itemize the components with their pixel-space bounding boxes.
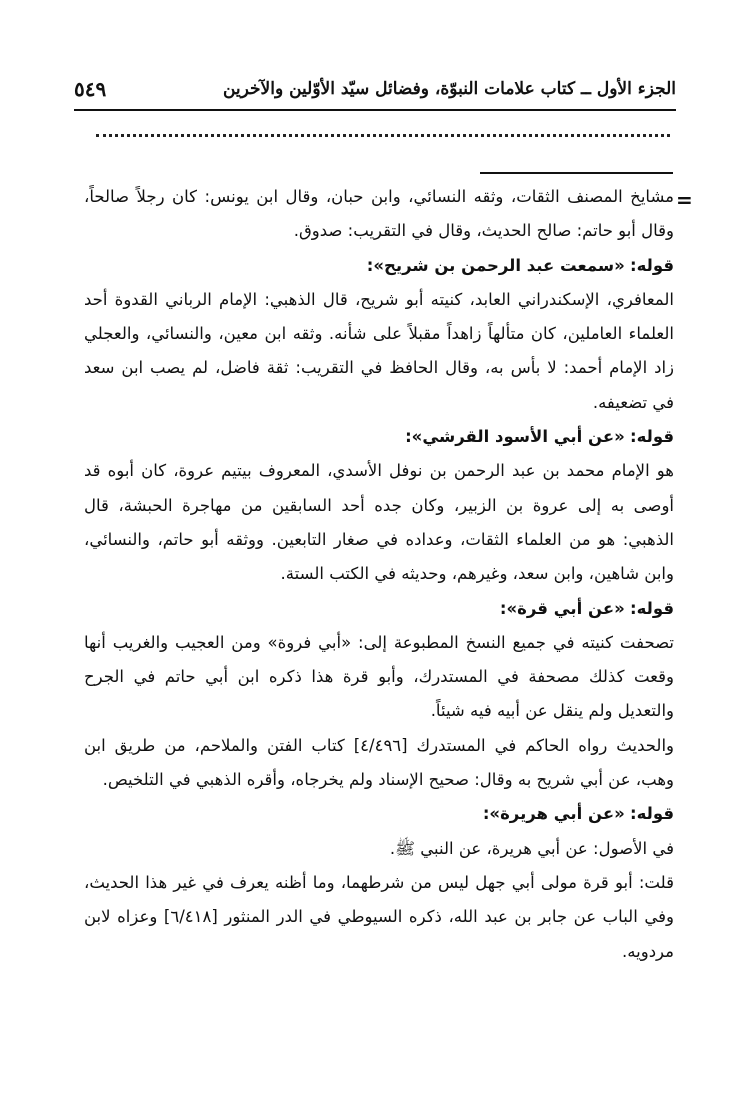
paragraph	[84, 797, 674, 831]
quoted-reference: «عن أبي الأسود القرشي»:	[405, 427, 625, 447]
page-number: ٥٤٩	[74, 77, 107, 101]
paragraph	[84, 592, 674, 626]
paragraph-label: قوله:	[630, 804, 674, 824]
running-header	[74, 72, 676, 106]
paragraph	[84, 454, 674, 591]
paragraph-text: هو الإمام محمد بن عبد الرحمن بن نوفل الأسدي، المعروف بيتيم عروة، كان أبوه قد أوصى به إلى عروة بن الزبير، وكان جده أحد السابقين من مهاجرة الحبشة، قال الذهبي: هو من العلماء الثقات، وعداده في صغار التابعين. ووثقه أبو حاتم، والنسائي، وابن شاهين، وابن سعد، وغيرهم، وحديثه في الكتب الستة.	[84, 461, 674, 584]
paragraph	[84, 866, 674, 969]
quoted-reference: «سمعت عبد الرحمن بن شريح»:	[366, 255, 625, 275]
paragraph	[84, 420, 674, 454]
paragraph-text: والحديث رواه الحاكم في المستدرك [٤/٤٩٦] كتاب الفتن والملاحم، من طريق ابن وهب، عن أبي شريح به وقال: صحيح الإسناد ولم يخرجاه، وأقره الذهبي في التلخيص.	[84, 735, 674, 790]
paragraph	[84, 180, 674, 249]
paragraph-text: في الأصول: عن أبي هريرة، عن النبي ﷺ.	[389, 838, 674, 858]
footnote-rule	[480, 172, 673, 174]
footnote-text	[84, 180, 674, 969]
quoted-reference: «عن أبي هريرة»:	[482, 804, 625, 824]
quoted-reference: «عن أبي قرة»:	[499, 598, 625, 618]
paragraph	[84, 832, 674, 866]
running-header-title: الجزء الأول ــ كتاب علامات النبوّة، وفضائل سيّد الأوّلين والآخرين	[222, 79, 676, 99]
paragraph	[84, 729, 674, 798]
paragraph-text: قلت: أبو قرة مولى أبي جهل ليس من شرطهما، وما أظنه يعرف في غير هذا الحديث، وفي الباب عن جابر بن عبد الله، ذكره السيوطي في الدر المنثور [٦/٤١٨] وعزاه لابن مردويه.	[84, 872, 674, 961]
paragraph-text: تصحفت كنيته في جميع النسخ المطبوعة إلى: «أبي فروة» ومن العجيب والغريب أنها وقعت كذلك مصحفة في المستدرك، وأبو قرة هذا ذكره ابن أبي حاتم في الجرح والتعديل ولم ينقل عن أبيه فيه شيئاً.	[84, 632, 674, 721]
paragraph-text: المعافري، الإسكندراني العابد، كنيته أبو شريح، قال الذهبي: الإمام الرباني القدوة أحد العلماء العاملين، كان متألهاً زاهداً مقبلاً على شأنه. وثقه ابن معين، والنسائي، والعجلي زاد الإمام أحمد: لا بأس به، وقال الحافظ في التقريب: ثقة فاضل، لم يصب ابن سعد في تضعيفه.	[84, 289, 674, 412]
header-rule	[74, 109, 676, 111]
paragraph	[84, 626, 674, 729]
dotted-divider	[96, 134, 670, 137]
paragraph-text: مشايخ المصنف الثقات، وثقه النسائي، وابن حبان، وقال ابن يونس: كان رجلاً صالحاً، وقال أبو حاتم: صالح الحديث، وقال في التقريب: صدوق.	[84, 187, 674, 241]
paragraph	[84, 249, 674, 283]
paragraph-label: قوله:	[630, 598, 674, 618]
footnote-continuation-mark: =	[676, 188, 693, 212]
paragraph-label: قوله:	[630, 255, 674, 275]
paragraph-label: قوله:	[630, 427, 674, 447]
paragraph	[84, 283, 674, 420]
